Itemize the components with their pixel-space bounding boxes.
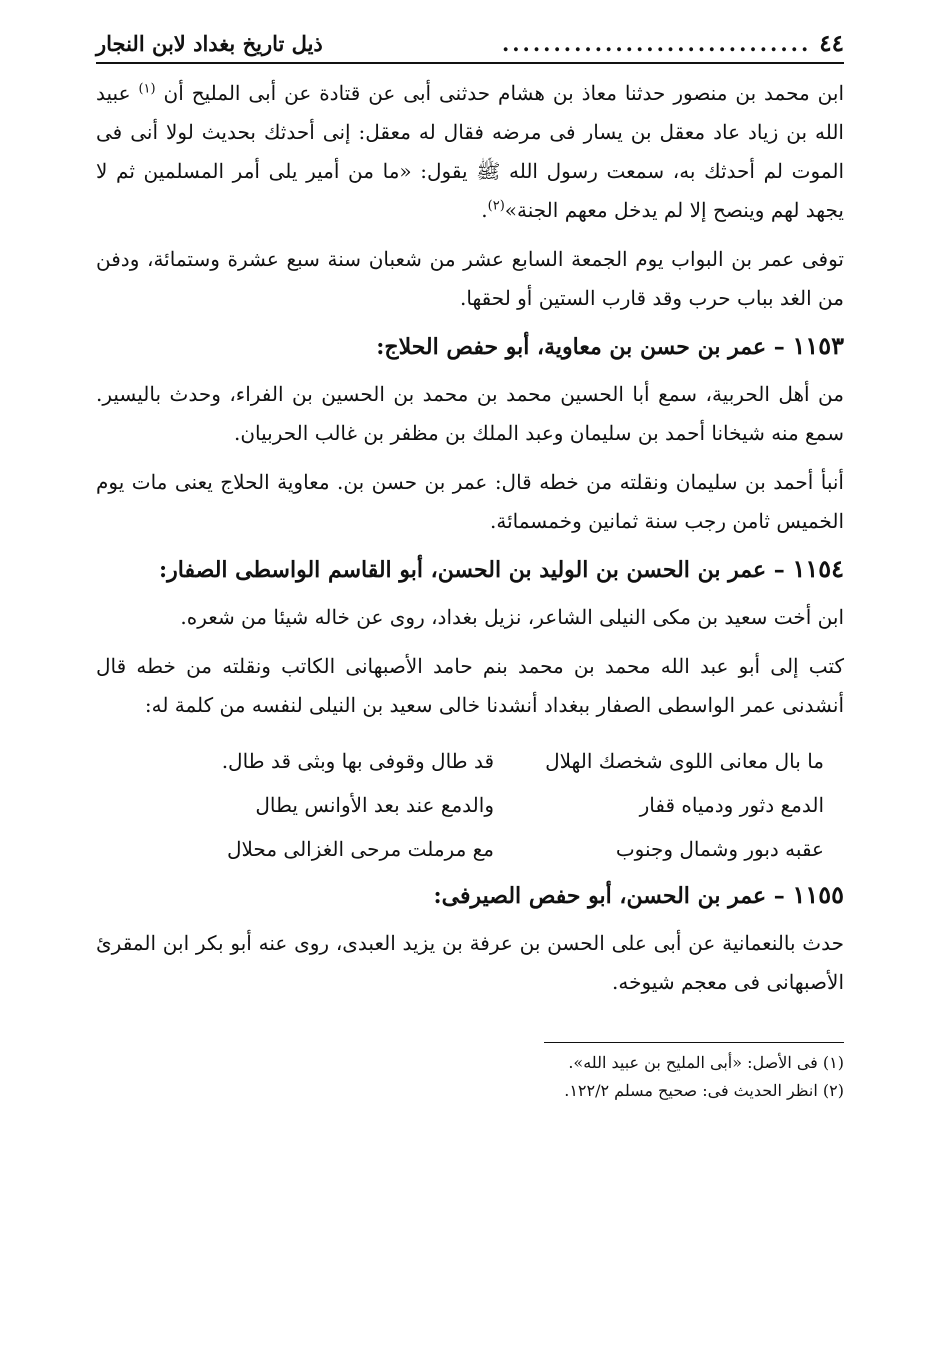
book-title: ذيل تاريخ بغداد لابن النجار xyxy=(96,31,323,56)
paragraph: توفى عمر بن البواب يوم الجمعة السابع عشر من شعبان سنة سبع عشرة وستمائة، ودفن من الغد بباب حرب وقد قارب الستين أو لحقها. xyxy=(96,247,844,310)
poem-verse xyxy=(96,739,824,783)
paragraph: كتب إلى أبو عبد الله محمد بن محمد بنم حامد الأصبهانى الكاتب ونقلته من خطه قال أنشدنى عمر الواسطى الصفار ببغداد أنشدنا خالى سعيد بن النيلى لنفسه من كلمة له: xyxy=(96,654,845,717)
verse-second-hemistich: مع مرملت مرحى الغزالى محلال xyxy=(226,837,494,861)
verse-first-hemistich: الدمع دثور ودمياه قفار xyxy=(639,793,824,817)
footnote-ref[interactable]: (٢) xyxy=(487,198,505,214)
entry-heading xyxy=(96,551,844,588)
entry-dash: – xyxy=(773,557,785,583)
footnote: (٢) انظر الحديث فى: صحيح مسلم ١٢٢/٢. xyxy=(564,1081,844,1100)
paragraph: حدث بالنعمانية عن أبى على الحسن بن عرفة بن يزيد العبدى، روى عنه أبو بكر ابن المقرئ الأصبهانى فى معجم شيوخه. xyxy=(96,931,844,994)
paragraph: ابن محمد بن منصور حدثنا معاذ بن هشام حدثنى أبى عن قتادة عن أبى المليح أن $^{(١)}$ عبيد الله بن زياد عاد معقل بن يسار فى مرضه فقال له معقل: إنى أحدثك بحديث لولا أنى فى الموت لم أحدثك به، سمعت رسول الله ﷺ يقول: «ما من أمير يلى أمر المسلمين ثم لا يجهد لهم وينصح إلا لم يدخل معهم الجنة»$^{(٢)}$. xyxy=(96,81,845,222)
entry-heading xyxy=(96,328,844,365)
paragraph: من أهل الحربية، سمع أبا الحسين محمد بن محمد بن الحسين بن الفراء، وحدث باليسير. سمع منه شيخانا أحمد بن سليمان وعبد الملك بن مظفر بن غالب الحربيان. xyxy=(96,382,844,445)
page xyxy=(96,30,844,1105)
footnote: (١) فى الأصل: «أبى المليح بن عبيد الله». xyxy=(568,1053,844,1072)
header-leader: .............................. xyxy=(501,31,812,56)
entry-title: عمر بن حسن بن معاوية، أبو حفص الحلاج: xyxy=(376,334,767,360)
entry-heading xyxy=(96,877,844,914)
verse-first-hemistich: عقبه دبور وشمال وجنوب xyxy=(615,837,824,861)
page-number: ٤٤ xyxy=(819,30,844,57)
entry-dash: – xyxy=(773,883,785,909)
verse-first-hemistich: ما بال معانى اللوى شخصك الهلال xyxy=(545,749,824,773)
poem-verse xyxy=(96,783,824,827)
paragraph: ابن أخت سعيد بن مكى النيلى الشاعر، نزيل بغداد، روى عن خاله شيئا من شعره. xyxy=(180,605,844,629)
poem xyxy=(96,739,824,871)
footnote-divider xyxy=(544,1042,844,1043)
verse-second-hemistich: والدمع عند بعد الأوانس يطال xyxy=(255,793,494,817)
verse-second-hemistich: قد طال وقوفى بها وبثى قد طال. xyxy=(221,749,494,773)
entry-title: عمر بن الحسن بن الوليد بن الحسن، أبو القاسم الواسطى الصفار: xyxy=(159,557,767,583)
entry-number: ١١٥٣ xyxy=(792,331,844,360)
entry-number: ١١٥٤ xyxy=(792,554,844,583)
entry-dash: – xyxy=(773,334,785,360)
footnote-ref[interactable]: (١) xyxy=(138,81,156,97)
entry-title: عمر بن الحسن، أبو حفص الصيرفى: xyxy=(433,883,767,909)
entry-number: ١١٥٥ xyxy=(792,880,844,909)
poem-verse xyxy=(96,827,824,871)
running-header xyxy=(96,30,844,64)
paragraph: أنبأ أحمد بن سليمان ونقلته من خطه قال: عمر بن حسن بن. معاوية الحلاج يعنى مات يوم الخميس ثامن رجب سنة ثمانين وخمسمائة. xyxy=(96,470,844,533)
